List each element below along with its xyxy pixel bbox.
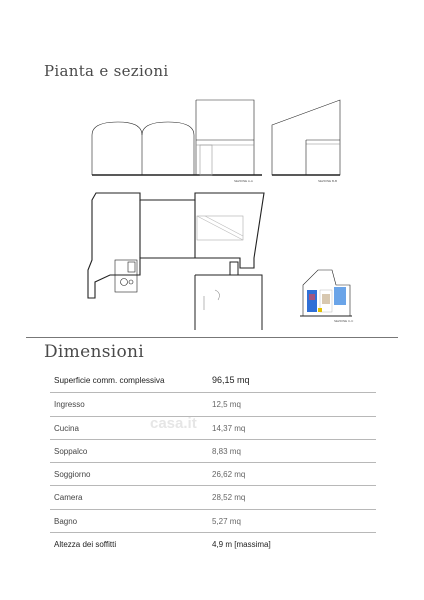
watermark-logo: casa.it: [150, 415, 197, 432]
row-value: 12,5 mq: [212, 400, 241, 410]
row-label: Bagno: [54, 516, 78, 526]
dimensions-section-title: Dimensioni: [44, 342, 144, 362]
row-label: Soggiorno: [54, 470, 91, 480]
table-row: [50, 393, 376, 416]
section-aa-label: SEZIONE A-A: [234, 179, 253, 183]
table-row: [50, 370, 376, 393]
section-bb-label: SEZIONE B-B: [318, 179, 338, 183]
table-row: [50, 417, 376, 440]
dimensions-table: [50, 370, 376, 555]
main-floorplan-drawing: [88, 193, 264, 330]
row-label: Cucina: [54, 423, 79, 433]
row-value: 26,62 mq: [212, 470, 246, 480]
row-label: Altezza dei soffitti: [54, 540, 117, 550]
section-aa-drawing: [92, 100, 262, 183]
table-row: [50, 510, 376, 533]
section-cc-label: SEZIONE C-C: [334, 319, 354, 323]
section-divider: [26, 337, 398, 338]
row-value: 28,52 mq: [212, 493, 246, 503]
row-value: 96,15 mq: [212, 375, 250, 385]
table-row: [50, 463, 376, 486]
row-value: 8,83 mq: [212, 446, 241, 456]
row-label: Ingresso: [54, 400, 85, 410]
row-value: 14,37 mq: [212, 423, 246, 433]
row-value: 5,27 mq: [212, 516, 241, 526]
table-row: [50, 440, 376, 463]
row-label: Soppalco: [54, 446, 88, 456]
table-row: [50, 486, 376, 509]
table-row: [50, 533, 376, 555]
row-label: Camera: [54, 493, 83, 503]
row-label: Superficie comm. complessiva: [54, 376, 165, 385]
plan-section-title: Pianta e sezioni: [44, 62, 169, 80]
row-value: 4,9 m [massima]: [212, 540, 271, 550]
section-bb-drawing: [272, 100, 340, 183]
